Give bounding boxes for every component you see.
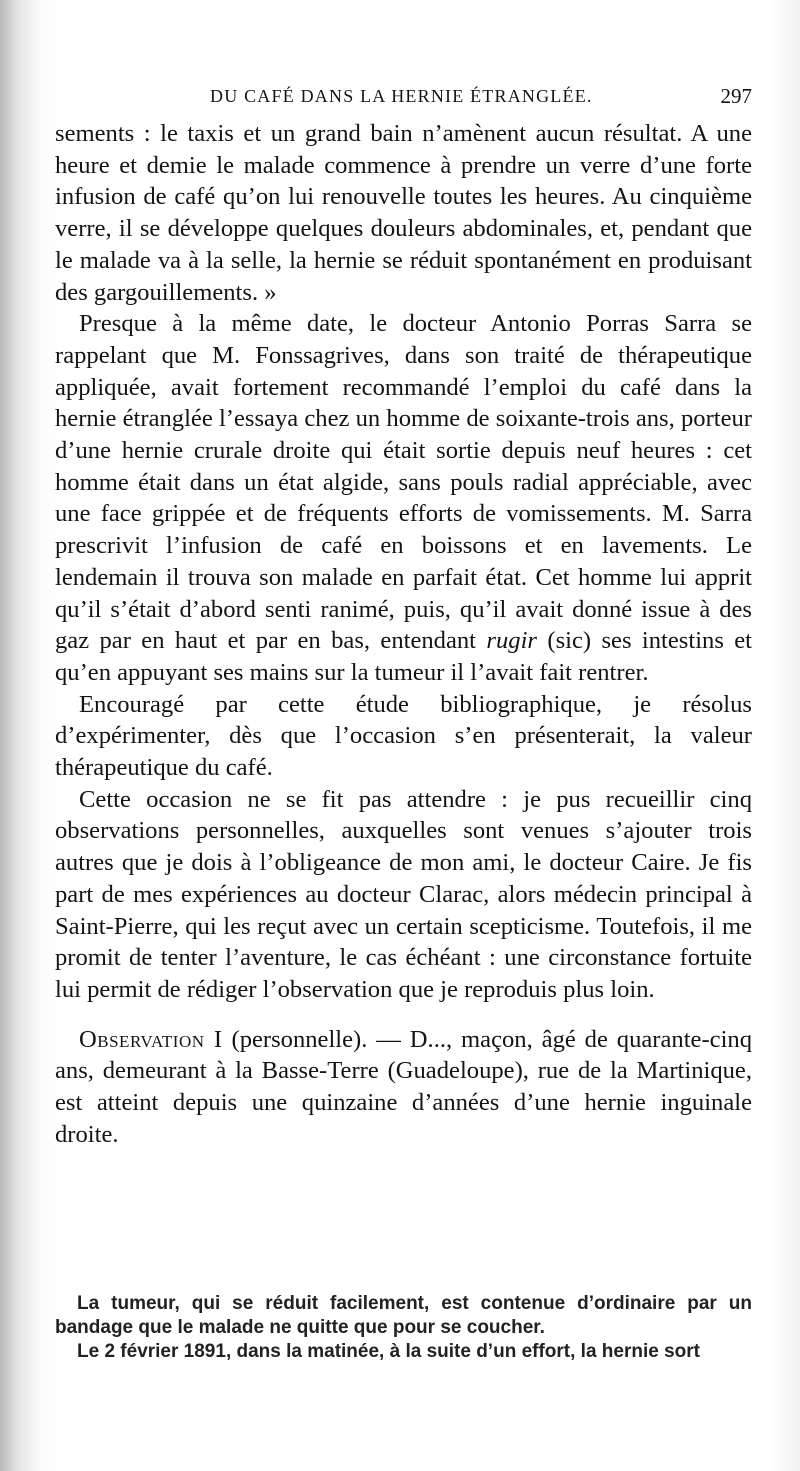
paragraph-1: sements : le taxis et un grand bain n’amènent aucun résultat. A une heure et demie le malade commence à prendre un verre d’une forte infusion de café qu’on lui renouvelle toutes les heures. Au cinquième verre, il se développe quelques douleurs abdominales, et, pendant que le malade va à la selle, la hernie se réduit spontanément en produisant des gargouillements. » [55, 120, 752, 306]
observation-paragraph [55, 1024, 752, 1151]
note-1: La tumeur, qui se réduit facilement, est contenue d’ordinaire par un bandage que le malade ne quitte que pour se coucher. [55, 1293, 752, 1338]
page-header [55, 80, 752, 112]
note-2: Le 2 février 1891, dans la matinée, à la suite d’un effort, la hernie sort [77, 1341, 701, 1362]
case-notes [55, 1292, 752, 1364]
paragraph-2 [55, 308, 752, 688]
paragraph-3: Encouragé par cette étude bibliographique, je résolus d’expérimenter, dès que l’occasion s’en présenterait, la valeur thérapeutique du café. [55, 690, 752, 782]
paragraph-4: Cette occasion ne se fit pas attendre : je pus recueillir cinq observations personnelles, auxquelles sont venues s’ajouter trois autres que je dois à l’obligeance de mon ami, le docteur Caire. Je fis part de mes expériences au docteur Clarac, alors médecin principal à Saint-Pierre, qui les reçut avec un certain scepticisme. Toutefois, il me promit de tenter l’aventure, le cas échéant : une circonstance fortuite lui permit de rédiger l’observation que je reproduis plus loin. [55, 785, 752, 1003]
main-text [55, 118, 752, 1151]
paragraph-2-text: Presque à la même date, le docteur Antonio Porras Sarra se rappelant que M. Fonssagrives, dans son traité de thérapeutique appliquée, avait fortement recommandé l’emploi du café dans la hernie étranglée l’essaya chez un homme de soixante-trois ans, porteur d’une hernie crurale droite qui était sortie depuis neuf heures : cet homme était dans un état algide, sans pouls radial appréciable, avec une face grippée et de fréquents efforts de vomissements. M. Sarra prescrivit l’infusion de café en boissons et en lavements. Le lendemain il trouva son malade en parfait état. Cet homme lui apprit qu’il s’était d’abord senti ranimé, puis, qu’il avait donné issue à des gaz par en haut et par en bas, entendant [55, 310, 752, 655]
paragraph-2-italic-word: rugir [486, 627, 537, 655]
observation-text: (personnelle). — D..., maçon, âgé de quarante-cinq ans, demeurant à la Basse-Terre (Guadeloupe), rue de la Martinique, est atteint depuis une quinzaine d’années d’une hernie inguinale droite. [55, 1025, 752, 1148]
observation-label: Observation I [79, 1025, 223, 1053]
running-title: DU CAFÉ DANS LA HERNIE ÉTRANGLÉE. [210, 86, 593, 106]
paragraph-2-end: (sic) ses intestins et qu’en appuyant ses mains sur la tumeur il l’avait fait rentrer. [55, 627, 753, 686]
page-number: 297 [720, 84, 752, 108]
